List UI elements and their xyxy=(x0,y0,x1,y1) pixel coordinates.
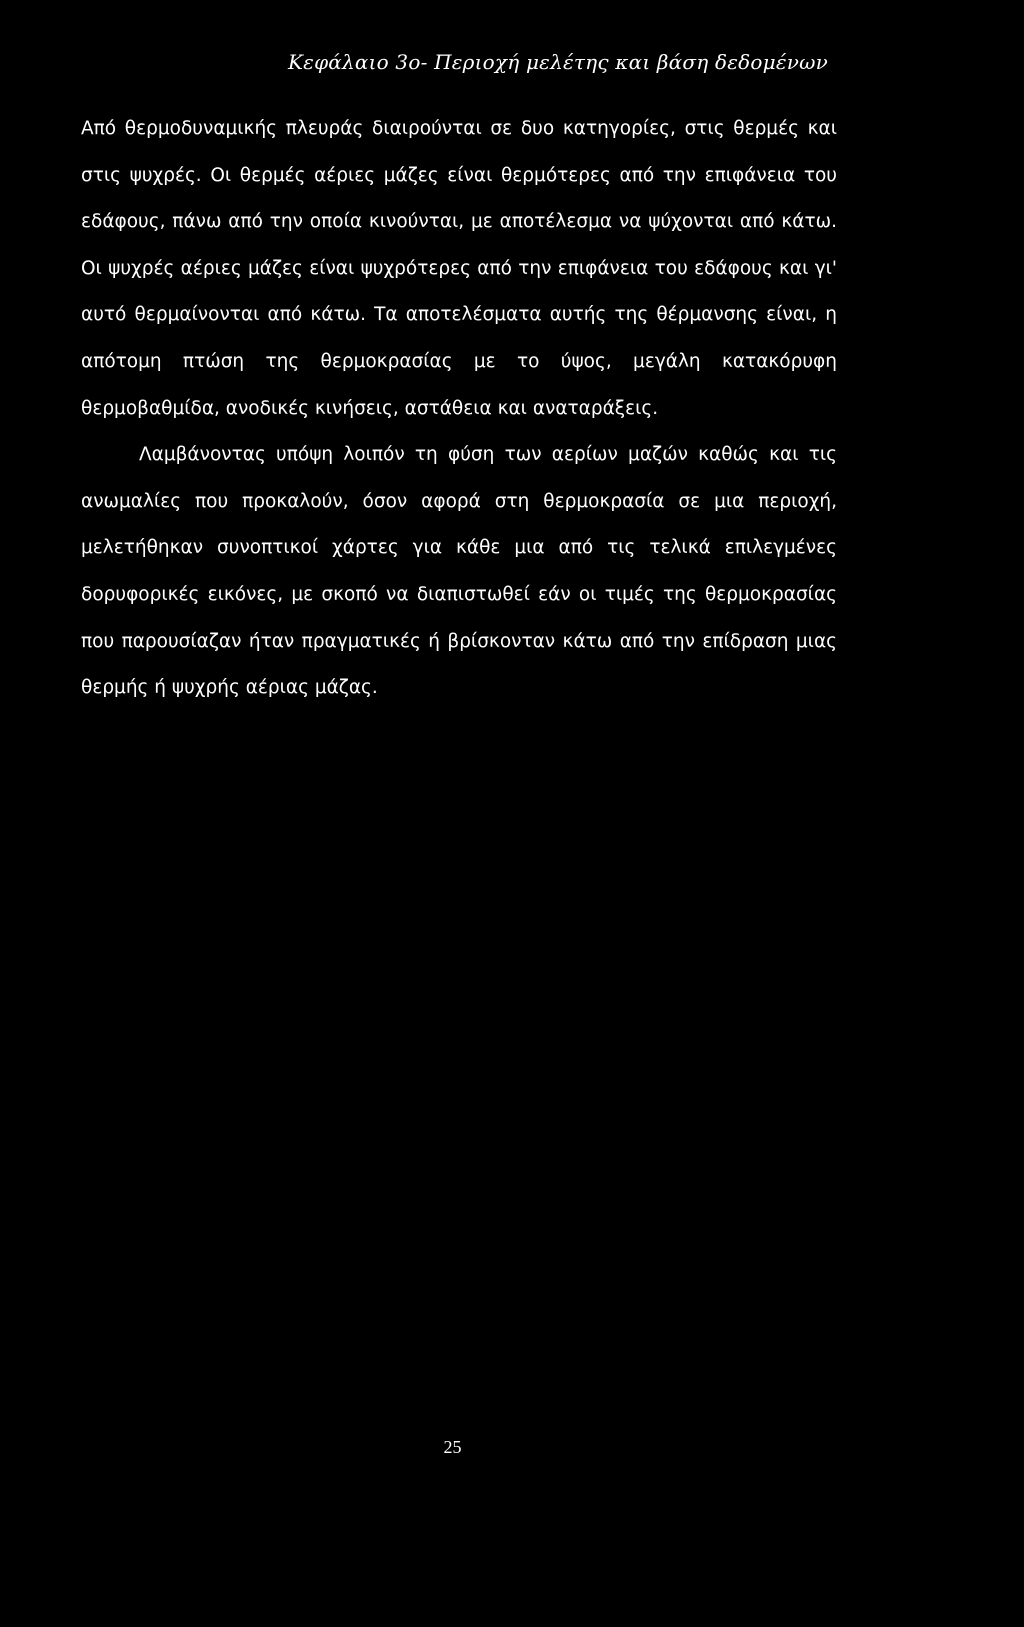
body-text xyxy=(81,106,837,712)
paragraph-synoptic-maps: Λαμβάνοντας υπόψη λοιπόν τη φύση των αερίων μαζών καθώς και τις ανωμαλίες που προκαλούν, όσον αφορά στη θερμοκρασία σε μια περιοχή, μελετήθηκαν συνοπτικοί χάρτες για κάθε μια από τις τελικά επιλεγμένες δορυφορικές εικόνες, με σκοπό να διαπιστωθεί εάν οι τιμές της θερμοκρασίας που παρουσίαζαν ήταν πραγματικές ή βρίσκονταν κάτω από την επίδραση μιας θερμής ή ψυχρής αέριας μάζας. xyxy=(81,444,837,699)
page-number: 25 xyxy=(443,1437,462,1457)
running-header: Κεφάλαιο 3ο- Περιοχή μελέτης και βάση δεδομένων xyxy=(288,50,828,74)
paragraph-thermodynamic-classification: Από θερμοδυναμικής πλευράς διαιρούνται σε δυο κατηγορίες, στις θερμές και στις ψυχρές. Οι θερμές αέριες μάζες είναι θερμότερες από την επιφάνεια του εδάφους, πάνω από την οποία κινούνται, με αποτέλεσμα να ψύχονται από κάτω. Οι ψυχρές αέριες μάζες είναι ψυχρότερες από την επιφάνεια του εδάφους και γι' αυτό θερμαίνονται από κάτω. Τα αποτελέσματα αυτής της θέρμανσης είναι, η απότομη πτώση της θερμοκρασίας με το ύψος, μεγάλη κατακόρυφη θερμοβαθμίδα, ανοδικές κινήσεις, αστάθεια και αναταράξεις. xyxy=(81,118,837,419)
